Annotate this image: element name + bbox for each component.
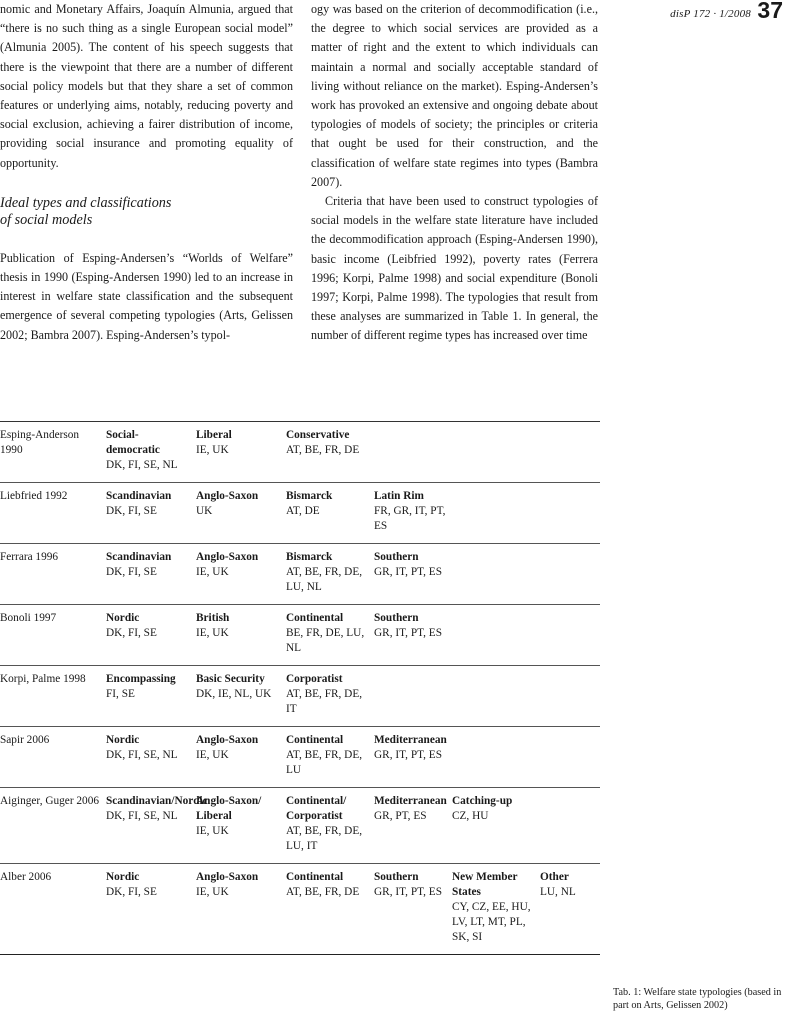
regime-cell bbox=[452, 864, 540, 955]
left-paragraph-1: nomic and Monetary Affairs, Joaquín Almunia, argued that “there is no such thing as a single European social model” (Almunia 2005). The content of his speech suggests that there is the viewpoint that there are a number of different social policy models but that they share a set of common features or underlying aims, notably, reducing poverty and social exclusion, achieving a fairer distribution of income, providing social insurance and promoting equality of opportunity. bbox=[0, 2, 293, 170]
regime-cell bbox=[106, 666, 196, 727]
regime-cell bbox=[106, 727, 196, 788]
page-number: 37 bbox=[757, 0, 783, 23]
regime-cell bbox=[106, 864, 196, 955]
table-row bbox=[0, 483, 600, 544]
regime-name: Scandinavian bbox=[106, 490, 172, 502]
regime-cell bbox=[196, 605, 286, 666]
table-row bbox=[0, 788, 600, 864]
regime-countries: GR, PT, ES bbox=[374, 810, 427, 822]
regime-cell bbox=[286, 666, 374, 727]
typology-author: Sapir 2006 bbox=[0, 727, 106, 788]
regime-countries: IE, UK bbox=[196, 825, 229, 837]
regime-name: Anglo-Saxon/ Liberal bbox=[196, 795, 262, 822]
regime-name: Anglo-Saxon bbox=[196, 551, 259, 563]
regime-name: Continental bbox=[286, 612, 344, 624]
regime-cell bbox=[452, 666, 540, 727]
table-row bbox=[0, 666, 600, 727]
regime-countries: DK, IE, NL, UK bbox=[196, 688, 272, 700]
regime-name: Southern bbox=[374, 871, 419, 883]
regime-countries: AT, BE, FR, DE, LU, NL bbox=[286, 566, 363, 593]
regime-cell bbox=[196, 788, 286, 864]
regime-name: Anglo-Saxon bbox=[196, 871, 259, 883]
regime-countries: FI, SE bbox=[106, 688, 135, 700]
regime-cell bbox=[286, 788, 374, 864]
regime-cell bbox=[374, 422, 452, 483]
regime-countries: CY, CZ, EE, HU, LV, LT, MT, PL, SK, SI bbox=[452, 901, 531, 943]
regime-countries: UK bbox=[196, 505, 213, 517]
regime-countries: DK, FI, SE bbox=[106, 566, 157, 578]
regime-countries: AT, BE, FR, DE bbox=[286, 886, 360, 898]
regime-name: Latin Rim bbox=[374, 490, 424, 502]
regime-countries: IE, UK bbox=[196, 444, 229, 456]
regime-cell bbox=[540, 864, 600, 955]
table-row bbox=[0, 727, 600, 788]
regime-name: Continental/ Corporatist bbox=[286, 795, 347, 822]
regime-cell bbox=[540, 544, 600, 605]
regime-name: Social-democratic bbox=[106, 429, 160, 456]
table-bottom-rule bbox=[0, 954, 600, 955]
regime-countries: DK, FI, SE, NL bbox=[106, 810, 178, 822]
regime-cell bbox=[374, 544, 452, 605]
regime-name: Scandinavian/Nordic bbox=[106, 795, 208, 807]
regime-name: Nordic bbox=[106, 612, 140, 624]
table-row bbox=[0, 605, 600, 666]
regime-cell bbox=[106, 605, 196, 666]
regime-countries: AT, DE bbox=[286, 505, 320, 517]
regime-cell bbox=[196, 666, 286, 727]
regime-countries: BE, FR, DE, LU, NL bbox=[286, 627, 365, 654]
regime-cell bbox=[106, 788, 208, 864]
right-paragraph-2: Criteria that have been used to construct typologies of social models in the welfare state literature have included the decommodification approach (Esping-Andersen 1990), basic income (Leibfried 1992), poverty rates (Ferrera 1996; Korpi, Palme 1998) and social expenditure (Bonoli 1997; Korpi, Palme 1998). The typologies that result from these analyses are summarized in Table 1. In general, the number of different regime types has increased over time bbox=[311, 194, 598, 343]
regime-cell bbox=[106, 483, 196, 544]
regime-name: Encompassing bbox=[106, 673, 176, 685]
regime-name: Southern bbox=[374, 612, 419, 624]
regime-name: Nordic bbox=[106, 734, 140, 746]
regime-countries: DK, FI, SE, NL bbox=[106, 749, 178, 761]
regime-cell bbox=[106, 544, 196, 605]
typology-table-body bbox=[0, 422, 600, 954]
regime-countries: CZ, HU bbox=[452, 810, 489, 822]
right-text-column bbox=[311, 0, 598, 346]
regime-countries: IE, UK bbox=[196, 749, 229, 761]
regime-name: Liberal bbox=[196, 429, 232, 441]
regime-name: Conservative bbox=[286, 429, 350, 441]
regime-cell bbox=[452, 727, 540, 788]
regime-cell bbox=[196, 544, 286, 605]
regime-countries: GR, IT, PT, ES bbox=[374, 886, 442, 898]
regime-name: Bismarck bbox=[286, 551, 333, 563]
typology-author: Korpi, Palme 1998 bbox=[0, 666, 106, 727]
regime-cell bbox=[374, 727, 452, 788]
regime-name: New Member States bbox=[452, 871, 518, 898]
regime-countries: GR, IT, PT, ES bbox=[374, 749, 442, 761]
typology-author: Esping-Anderson 1990 bbox=[0, 422, 106, 483]
regime-cell bbox=[196, 422, 286, 483]
left-paragraph-2: Publication of Esping-Andersen’s “Worlds of Welfare” thesis in 1990 (Esping-Andersen 1990) led to an increase in interest in welfare state classification and the subsequent emergence of several competing typologies (Arts, Gelissen 2002; Bambra 2007). Esping-Andersen’s typol- bbox=[0, 250, 293, 342]
regime-countries: GR, IT, PT, ES bbox=[374, 627, 442, 639]
regime-countries: DK, FI, SE bbox=[106, 627, 157, 639]
regime-name: Southern bbox=[374, 551, 419, 563]
regime-name: British bbox=[196, 612, 230, 624]
regime-countries: DK, FI, SE, NL bbox=[106, 459, 178, 471]
regime-countries: AT, BE, FR, DE, IT bbox=[286, 688, 363, 715]
regime-countries: GR, IT, PT, ES bbox=[374, 566, 442, 578]
table-row bbox=[0, 864, 600, 955]
regime-cell bbox=[540, 422, 600, 483]
regime-name: Anglo-Saxon bbox=[196, 490, 259, 502]
regime-name: Continental bbox=[286, 871, 344, 883]
typology-table bbox=[0, 422, 600, 954]
section-heading bbox=[0, 195, 293, 229]
regime-cell bbox=[540, 727, 600, 788]
typology-author: Aiginger, Guger 2006 bbox=[0, 788, 106, 864]
running-head bbox=[585, 0, 785, 28]
regime-cell bbox=[540, 605, 600, 666]
regime-countries: AT, BE, FR, DE bbox=[286, 444, 360, 456]
regime-cell bbox=[452, 483, 540, 544]
typology-author: Alber 2006 bbox=[0, 871, 52, 883]
regime-countries: LU, NL bbox=[540, 886, 576, 898]
regime-cell bbox=[374, 788, 452, 864]
regime-name: Anglo-Saxon bbox=[196, 734, 259, 746]
table-row bbox=[0, 422, 600, 483]
typology-author: Liebfried 1992 bbox=[0, 483, 106, 544]
regime-cell bbox=[452, 605, 540, 666]
journal-issue-label: disP 172 · 1/2008 bbox=[670, 8, 751, 20]
regime-cell bbox=[540, 788, 600, 864]
regime-cell bbox=[106, 422, 196, 483]
typology-author: Ferrara 1996 bbox=[0, 544, 106, 605]
regime-cell bbox=[452, 544, 540, 605]
regime-cell bbox=[286, 483, 374, 544]
regime-countries: DK, FI, SE bbox=[106, 505, 157, 517]
regime-cell bbox=[540, 483, 600, 544]
regime-cell bbox=[540, 666, 600, 727]
regime-cell bbox=[374, 605, 452, 666]
right-paragraph-1: ogy was based on the criterion of decommodification (i.e., the degree to which social services are provided as a matter of right and the extent to which individuals can maintain a normal and socially acceptable standard of living without reliance on the market). Esping-Andersen’s work has provoked an extensive and ongoing debate about typologies of models of society; the principles or criteria that ought be used for their construction, and the classification of welfare state regimes into types (Bambra 2007). bbox=[311, 2, 598, 189]
regime-cell bbox=[374, 864, 452, 955]
regime-countries: AT, BE, FR, DE, LU, IT bbox=[286, 825, 363, 852]
regime-cell bbox=[452, 422, 540, 483]
regime-name: Other bbox=[540, 871, 569, 883]
regime-cell bbox=[286, 605, 374, 666]
regime-countries: IE, UK bbox=[196, 886, 229, 898]
regime-countries: FR, GR, IT, PT, ES bbox=[374, 505, 446, 532]
regime-cell bbox=[286, 864, 374, 955]
regime-cell bbox=[374, 666, 452, 727]
regime-name: Basic Security bbox=[196, 673, 265, 685]
table-caption: Tab. 1: Welfare state typologies (based in part on Arts, Gelissen 2002) bbox=[613, 987, 782, 1011]
regime-name: Bismarck bbox=[286, 490, 333, 502]
table-row bbox=[0, 544, 600, 605]
regime-name: Continental bbox=[286, 734, 344, 746]
regime-cell bbox=[196, 727, 286, 788]
typology-table-wrapper bbox=[0, 421, 600, 955]
regime-cell bbox=[196, 483, 286, 544]
regime-cell bbox=[286, 727, 374, 788]
left-text-column bbox=[0, 0, 293, 345]
regime-cell bbox=[286, 422, 374, 483]
regime-name: Catching-up bbox=[452, 795, 513, 807]
section-heading-line-1: Ideal types and classifications bbox=[0, 194, 172, 211]
regime-name: Scandinavian bbox=[106, 551, 172, 563]
regime-countries: DK, FI, SE bbox=[106, 886, 157, 898]
regime-name: Corporatist bbox=[286, 673, 343, 685]
regime-name: Mediterranean bbox=[374, 734, 447, 746]
regime-countries: IE, UK bbox=[196, 627, 229, 639]
regime-cell bbox=[374, 483, 452, 544]
regime-cell bbox=[196, 864, 286, 955]
regime-countries: IE, UK bbox=[196, 566, 229, 578]
section-heading-line-2: of social models bbox=[0, 211, 93, 228]
regime-name: Mediterranean bbox=[374, 795, 447, 807]
regime-cell bbox=[286, 544, 374, 605]
regime-name: Nordic bbox=[106, 871, 140, 883]
regime-cell bbox=[452, 788, 540, 864]
regime-countries: AT, BE, FR, DE, LU bbox=[286, 749, 363, 776]
typology-author: Bonoli 1997 bbox=[0, 605, 106, 666]
